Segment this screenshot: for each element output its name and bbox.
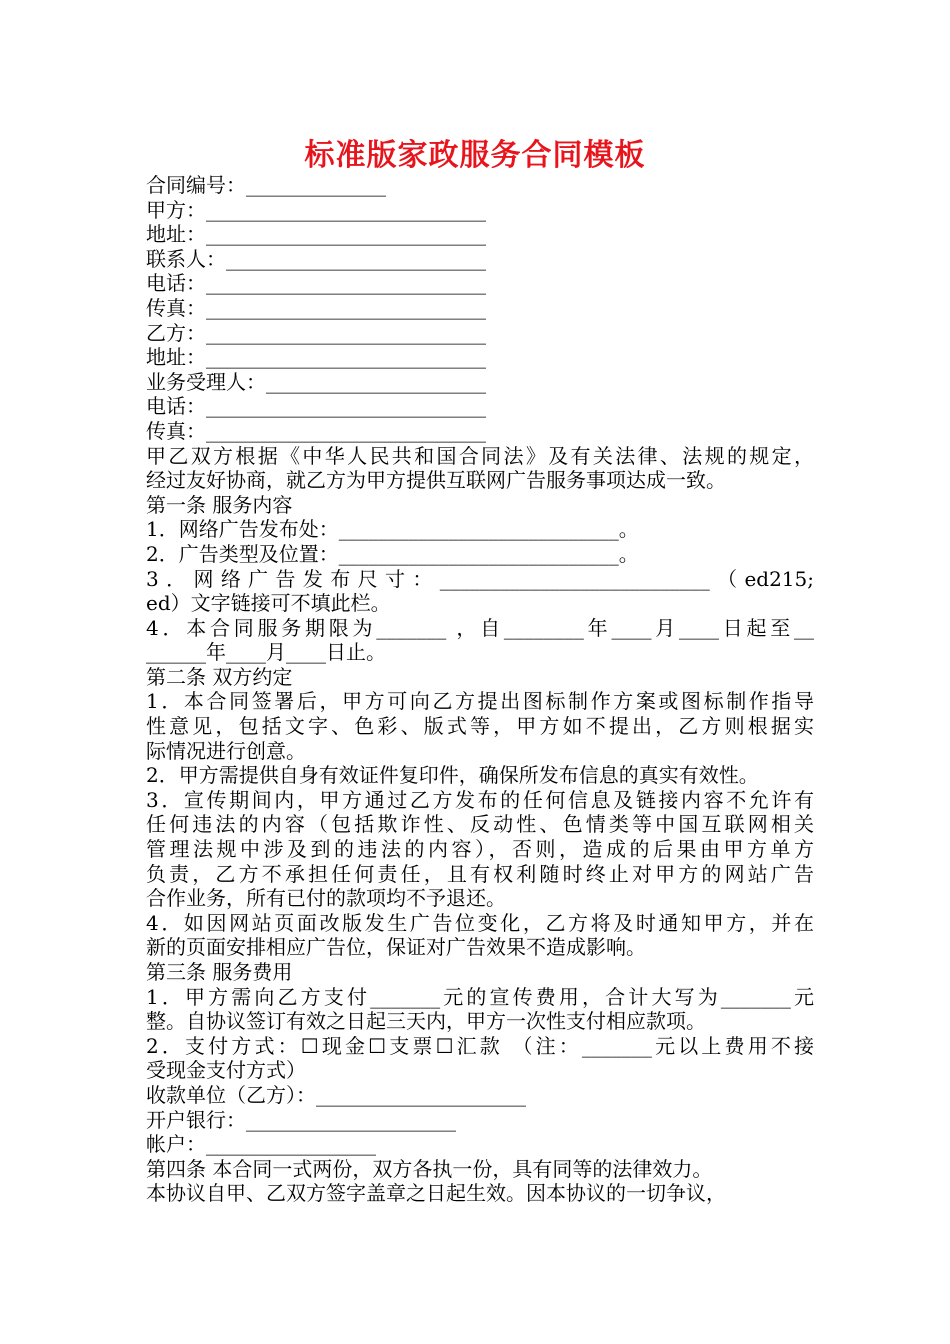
document-line: 本协议自甲、乙双方签字盖章之日起生效。因本协议的一切争议， xyxy=(146,1181,726,1206)
document-line: 甲方：____________________________ xyxy=(146,197,486,222)
document-line: 甲乙双方根据《中华人民共和国合同法》及有关法律、法规的规定， xyxy=(146,443,814,468)
document-line: 第一条 服务内容 xyxy=(146,492,293,517)
document-line: 收款单位（乙方）：_____________________ xyxy=(146,1082,526,1107)
document-line: 新的页面安排相应广告位，保证对广告效果不造成影响。 xyxy=(146,935,646,960)
document-line: 乙方：____________________________ xyxy=(146,320,486,345)
document-line: 合同编号：______________ xyxy=(146,173,386,197)
document-line: 1．甲方需向乙方支付_______元的宣传费用，合计大写为_______元 xyxy=(146,984,814,1009)
document-line: 第四条 本合同一式两份，双方各执一份，具有同等的法律效力。 xyxy=(146,1156,713,1181)
document-line: 4．如因网站页面改版发生广告位变化，乙方将及时通知甲方，并在 xyxy=(146,910,814,935)
document-line: 1．网络广告发布处：____________________________。 xyxy=(146,517,639,542)
document-line: 际情况进行创意。 xyxy=(146,738,306,763)
document-line: 合作业务，所有已付的款项均不予退还。 xyxy=(146,886,506,911)
document-line: 整。自协议签订有效之日起三天内，甲方一次性支付相应款项。 xyxy=(146,1009,706,1034)
document-line: 负责，乙方不承担任何责任，且有权利随时终止对甲方的网站广告 xyxy=(146,861,814,886)
document-line: 任何违法的内容（包括欺诈性、反动性、色情类等中国互联网相关 xyxy=(146,812,814,837)
document-line: 传真：____________________________ xyxy=(146,418,486,443)
document-line: 管理法规中涉及到的违法的内容），否则，造成的后果由甲方单方 xyxy=(146,837,814,862)
document-line: 第三条 服务费用 xyxy=(146,960,293,984)
document-line: 地址：____________________________ xyxy=(146,345,486,370)
document-line: 受现金支付方式） xyxy=(146,1058,306,1083)
document-line: 2．支付方式：☐现金☐支票☐汇款 （注：_______元以上费用不接 xyxy=(146,1033,814,1058)
document-line: 电话：____________________________ xyxy=(146,271,486,296)
document-line: 经过友好协商，就乙方为甲方提供互联网广告服务事项达成一致。 xyxy=(146,468,726,493)
document-line: 电话：____________________________ xyxy=(146,394,486,419)
document-line: 4．本合同服务期限为_______ ，自________年____月____日起至__ xyxy=(146,615,814,640)
document-line: 开户银行：_____________________ xyxy=(146,1107,456,1132)
document-title: 标准版家政服务合同模板 xyxy=(304,138,646,173)
document-line: 帐户：_________________ xyxy=(146,1132,376,1157)
document-line: 3．宣传期间内，甲方通过乙方发布的任何信息及链接内容不允许有 xyxy=(146,787,814,812)
document-line: 3．网络广告发布尺寸：___________________________（ed215; xyxy=(146,566,814,591)
document-body xyxy=(146,173,814,1206)
document-line: 联系人：__________________________ xyxy=(146,246,486,271)
document-line: 地址：____________________________ xyxy=(146,222,486,247)
document-line: 1．本合同签署后，甲方可向乙方提出图标制作方案或图标制作指导 xyxy=(146,689,814,714)
document-line: 2．广告类型及位置：____________________________。 xyxy=(146,541,639,566)
document-line: 性意见，包括文字、色彩、版式等，甲方如不提出，乙方则根据实 xyxy=(146,714,814,739)
document-line: ______年____月____日止。 xyxy=(146,640,386,665)
document-line: 第二条 双方约定 xyxy=(146,664,293,689)
document-line: 业务受理人：______________________ xyxy=(146,369,486,394)
document-line: ed）文字链接可不填此栏。 xyxy=(146,591,391,616)
document-line: 2．甲方需提供自身有效证件复印件，确保所发布信息的真实有效性。 xyxy=(146,763,759,788)
document-line: 传真：____________________________ xyxy=(146,295,486,320)
